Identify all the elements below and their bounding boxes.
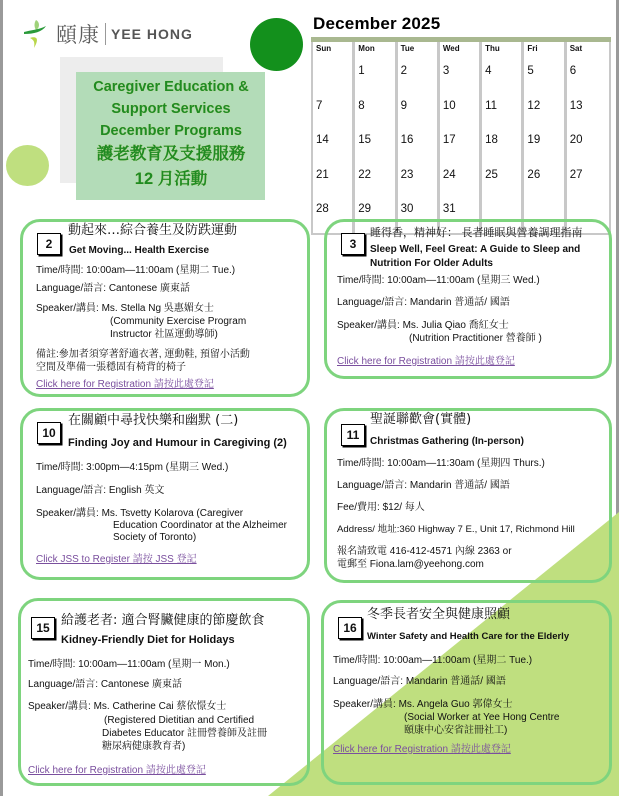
title-en-line-1: Caregiver Education & — [93, 79, 249, 95]
calendar-day: 4 — [482, 60, 524, 95]
event-speaker-detail: Education Coordinator at the Alzheimer — [113, 520, 287, 531]
calendar-day: 30 — [398, 198, 440, 233]
event-speaker-detail: Society of Toronto) — [113, 532, 197, 543]
event-contact: 電郵至 Fiona.lam@yeehong.com — [337, 559, 484, 570]
logo-chinese-text: 頤康 — [56, 23, 100, 47]
calendar-day: 21 — [313, 164, 355, 199]
event-speaker: Speaker/講員: Ms. Catherine Cai 蔡依憬女士 — [28, 701, 227, 712]
event-card-dec-15 — [18, 598, 310, 786]
calendar-day: 6 — [569, 65, 577, 77]
december-calendar — [311, 14, 611, 235]
calendar-dow: Mon — [355, 42, 397, 60]
event-card-dec-3 — [324, 219, 612, 379]
calendar-dow: Sat — [569, 44, 583, 53]
event-time: Time/時間: 3:00pm—4:15pm (星期三 Wed.) — [36, 462, 229, 473]
event-language: Language/語言: Mandarin 普通話/ 國語 — [333, 676, 506, 687]
registration-link[interactable]: Click JSS to Register 請按 JSS 登記 — [36, 554, 197, 565]
calendar-day — [313, 60, 355, 95]
registration-link[interactable]: Click here for Registration 請按此處登記 — [28, 765, 206, 776]
calendar-title: December 2025 — [313, 14, 441, 33]
event-speaker-detail: 糖尿病健康教育者) — [102, 741, 186, 752]
event-title-en: Get Moving... Health Exercise — [69, 245, 210, 256]
event-title-en: Kidney-Friendly Diet for Holidays — [61, 634, 235, 646]
event-speaker: Speaker/講員: Ms. Stella Ng 吳惠媚女士 — [36, 303, 214, 314]
calendar-day: 17 — [440, 129, 482, 164]
event-date-badge: 15 — [31, 617, 55, 639]
decorative-dark-green-circle — [250, 18, 303, 71]
event-address: Address/ 地址:360 Highway 7 E., Unit 17, Richmond Hill — [337, 524, 575, 535]
event-speaker-detail: (Nutrition Practitioner 營養師 ) — [409, 333, 542, 344]
calendar-dow: Fri — [524, 42, 566, 60]
calendar-day: 24 — [440, 164, 482, 199]
calendar-dow: Thu — [482, 42, 524, 60]
event-date-badge: 16 — [338, 617, 362, 639]
event-language: Language/語言: Mandarin 普通話/ 國語 — [337, 480, 510, 491]
title-cn-line-1: 護老教育及支援服務 — [96, 145, 246, 163]
event-title-en: Winter Safety and Health Care for the Elderly — [367, 631, 570, 642]
event-title-en: Nutrition For Older Adults — [370, 258, 493, 269]
calendar-day: 16 — [398, 129, 440, 164]
event-speaker-detail: Diabetes Educator 註冊營養師及註冊 — [102, 728, 268, 739]
calendar-day: 20 — [569, 134, 583, 146]
event-speaker-detail: (Community Exercise Program — [110, 316, 247, 327]
calendar-day: 31 — [440, 198, 482, 233]
event-title-cn: 動起來…綜合養生及防跌運動 — [68, 223, 238, 238]
event-card-dec-11 — [324, 408, 612, 583]
event-title-en: Christmas Gathering (In-person) — [370, 436, 524, 447]
event-card-dec-2 — [20, 219, 310, 397]
calendar-dow: Tue — [398, 42, 440, 60]
calendar-day: 8 — [355, 95, 397, 130]
event-speaker: Speaker/講員: Ms. Tsvetty Kolarova (Caregiver — [36, 508, 244, 519]
calendar-day: 22 — [355, 164, 397, 199]
yee-hong-leaf-icon — [22, 18, 48, 50]
event-fee: Fee/費用: $12/ 每人 — [337, 502, 425, 513]
yee-hong-logo — [22, 14, 193, 54]
event-title-cn: 給護老者: 適合腎臟健康的節慶飲食 — [61, 613, 265, 628]
logo-english-text: YEE HONG — [111, 26, 193, 42]
calendar-day: 23 — [398, 164, 440, 199]
event-date-badge: 11 — [341, 424, 365, 446]
calendar-day: 14 — [313, 129, 355, 164]
event-time: Time/時間: 10:00am—11:00am (星期二 Tue.) — [333, 655, 533, 666]
calendar-day: 9 — [398, 95, 440, 130]
event-time: Time/時間: 10:00am—11:00am (星期一 Mon.) — [28, 659, 230, 670]
title-cn-line-2: 12 月活動 — [134, 170, 208, 188]
calendar-day: 3 — [440, 60, 482, 95]
event-note: 空間及準備一張穩固有椅背的椅子 — [36, 362, 186, 373]
event-date-badge: 2 — [37, 233, 61, 255]
calendar-day: 15 — [355, 129, 397, 164]
event-time: Time/時間: 10:00am—11:00am (星期二 Tue.) — [36, 265, 236, 276]
event-speaker-detail: (Social Worker at Yee Hong Centre — [404, 712, 560, 723]
calendar-day: 1 — [355, 60, 397, 95]
event-card-dec-10 — [20, 408, 310, 580]
calendar-day: 13 — [569, 99, 583, 112]
title-en-line-2: Support Services — [111, 101, 231, 117]
title-en-line-3: December Programs — [100, 123, 242, 139]
event-language: Language/語言: English 英文 — [36, 485, 165, 496]
calendar-day: 2 — [398, 60, 440, 95]
calendar-day: 10 — [440, 95, 482, 130]
event-title-cn: 在關顧中尋找快樂和幽默 (二) — [68, 413, 239, 428]
event-language: Language/語言: Cantonese 廣東話 — [28, 679, 182, 690]
decorative-light-green-circle — [6, 145, 49, 186]
event-title-cn: 聖誕聯歡會(實體) — [370, 412, 472, 427]
event-time: Time/時間: 10:00am—11:00am (星期三 Wed.) — [337, 275, 540, 286]
event-title-en: Finding Joy and Humour in Caregiving (2) — [68, 437, 287, 449]
event-title-cn: 睡得香，精神好： 長者睡眠與營養調理指南 — [370, 226, 583, 239]
event-speaker-detail: (Registered Dietitian and Certified — [104, 715, 255, 726]
event-language: Language/語言: Mandarin 普通話/ 國語 — [337, 297, 510, 308]
event-card-dec-16 — [321, 600, 612, 785]
event-language: Language/語言: Cantonese 廣東話 — [36, 283, 190, 294]
event-time: Time/時間: 10:00am—11:30am (星期四 Thurs.) — [337, 458, 545, 469]
calendar-dow: Wed — [440, 42, 482, 60]
calendar-day: 19 — [524, 129, 566, 164]
calendar-day: 7 — [313, 95, 355, 130]
event-title-cn: 冬季長者安全與健康照顧 — [367, 607, 511, 622]
calendar-grid — [311, 42, 611, 235]
event-date-badge: 3 — [341, 233, 365, 255]
event-speaker: Speaker/講員: Ms. Angela Guo 郭偉女士 — [333, 699, 513, 710]
calendar-day: 18 — [482, 129, 524, 164]
event-date-badge: 10 — [37, 422, 61, 444]
event-contact: 報名請致電 416-412-4571 內線 2363 or — [337, 546, 512, 557]
calendar-day: 29 — [355, 198, 397, 233]
calendar-day: 12 — [524, 95, 566, 130]
logo-divider — [105, 23, 106, 45]
event-speaker-detail: Instructor 社區運動導師) — [110, 329, 218, 340]
event-title-en: Sleep Well, Feel Great: A Guide to Sleep and — [370, 244, 581, 255]
calendar-day: 11 — [482, 95, 524, 130]
registration-link[interactable]: Click here for Registration 請按此處登記 — [36, 379, 214, 390]
event-note: 備註:參加者須穿著舒適衣著, 運動鞋, 預留小活動 — [36, 349, 250, 360]
page-left-border — [0, 0, 3, 796]
event-speaker: Speaker/講員: Ms. Julia Qiao 喬紅女士 — [337, 320, 509, 331]
calendar-day: 25 — [482, 164, 524, 199]
calendar-dow: Sun — [313, 42, 355, 60]
registration-link[interactable]: Click here for Registration 請按此處登記 — [333, 744, 511, 755]
calendar-day: 27 — [569, 168, 583, 181]
event-speaker-detail: 頤康中心安省註冊社工) — [404, 725, 508, 736]
calendar-day: 5 — [524, 60, 566, 95]
registration-link[interactable]: Click here for Registration 請按此處登記 — [337, 356, 515, 367]
calendar-day: 28 — [313, 198, 355, 233]
page-title — [56, 76, 286, 192]
calendar-day: 26 — [524, 164, 566, 199]
